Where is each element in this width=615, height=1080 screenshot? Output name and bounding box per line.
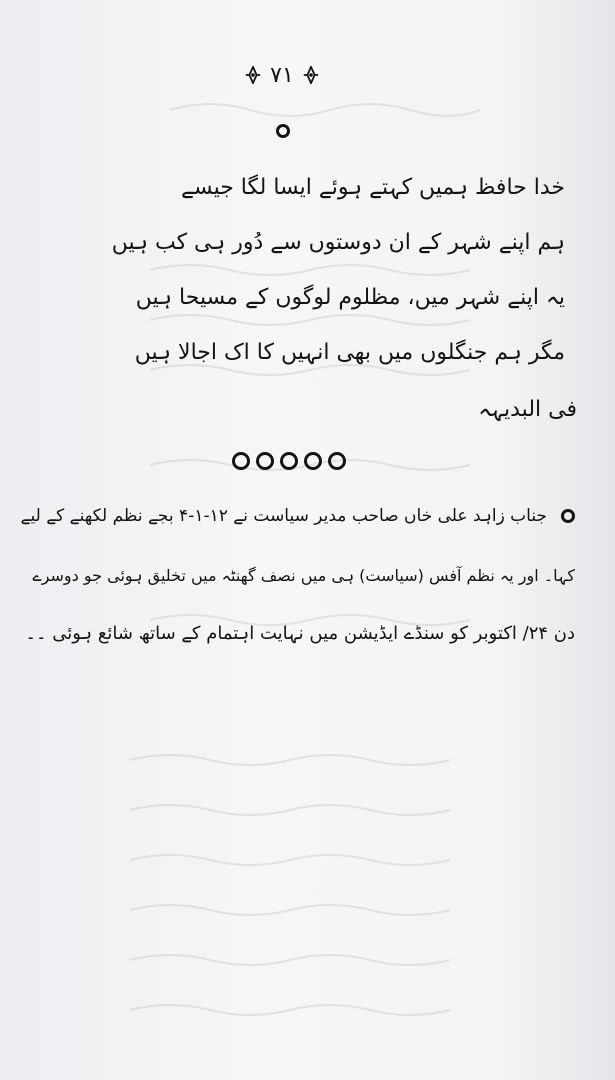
fleuron-icon <box>302 66 320 84</box>
section-heading: فی البدیہہ <box>478 397 577 422</box>
note-line: جناب زاہد علی خاں صاحب مدیر سیاست نے ۱۲-۱-۴ بجے نظم لکھنے کے لیے <box>20 506 547 526</box>
circle-icon <box>256 452 274 470</box>
page-number-value: ۷۱ <box>270 62 294 88</box>
circle-icon <box>328 452 346 470</box>
circle-icon <box>276 124 290 138</box>
poem-line: خدا حافظ ہمیں کہتے ہوئے ایسا لگا جیسے <box>181 175 565 200</box>
note-line: کہا۔ اور یہ نظم آفس (سیاست) ہی میں نصف گھنٹہ میں تخلیق ہوئی جو دوسرے <box>32 566 575 585</box>
circle-icon <box>561 509 575 523</box>
poem-line: ہم اپنے شہر کے ان دوستوں سے دُور ہی کب ہیں <box>111 230 565 255</box>
poem-line: مگر ہم جنگلوں میں بھی انہیں کا اک اجالا ہیں <box>134 340 565 365</box>
page-number <box>236 58 328 92</box>
fleuron-icon <box>244 66 262 84</box>
ornamental-divider <box>232 452 346 470</box>
circle-icon <box>280 452 298 470</box>
note-line: دن ۲۴/ اکتوبر کو سنڈے ایڈیشن میں نہایت اہتمام کے ساتھ شائع ہوئی ۔۔ <box>25 623 575 644</box>
circle-icon <box>232 452 250 470</box>
circle-icon <box>304 452 322 470</box>
poem-line: یہ اپنے شہر میں، مظلوم لوگوں کے مسیحا ہیں <box>135 285 565 310</box>
